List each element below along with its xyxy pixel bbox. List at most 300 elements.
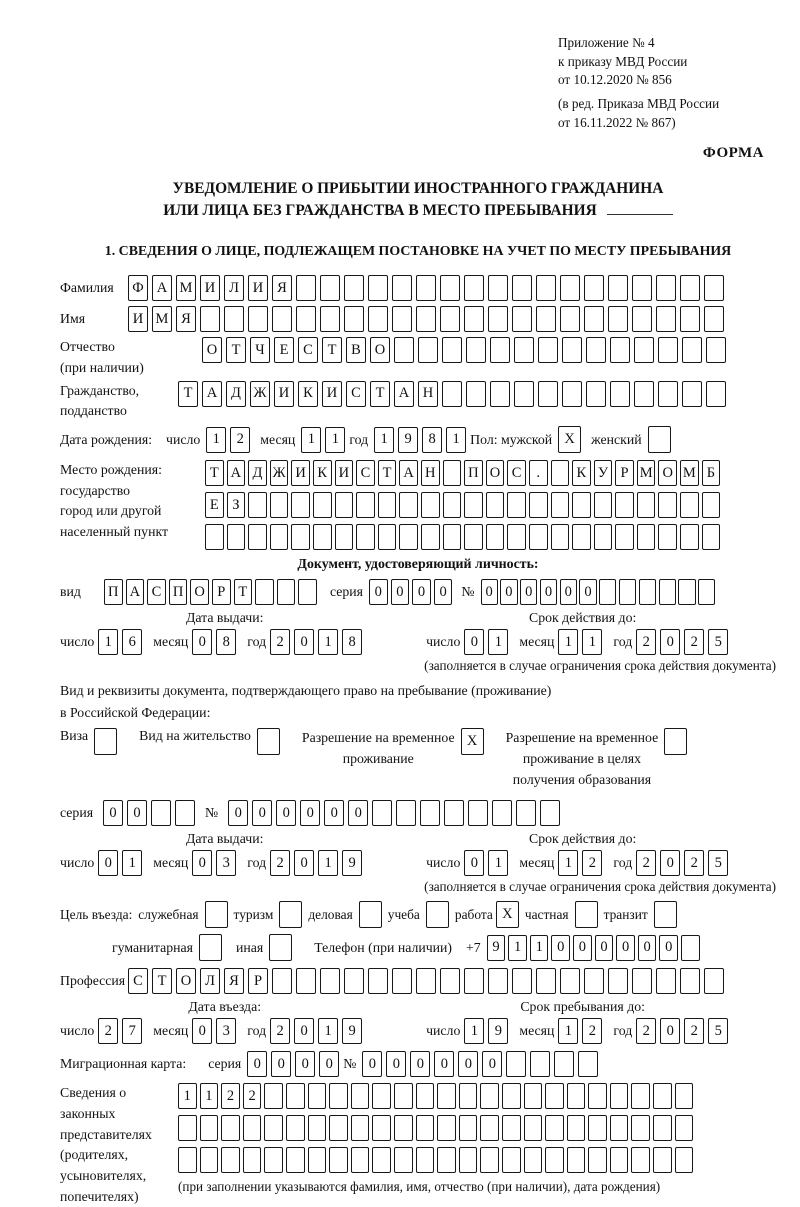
char-cell[interactable] xyxy=(368,968,388,994)
char-cell[interactable]: О xyxy=(658,460,677,486)
char-cell[interactable]: 2 xyxy=(221,1083,240,1109)
char-cell[interactable] xyxy=(440,968,460,994)
char-cell[interactable] xyxy=(420,800,440,826)
char-cell[interactable] xyxy=(296,968,316,994)
char-cell[interactable] xyxy=(480,1083,499,1109)
char-cell[interactable]: 1 xyxy=(206,427,226,453)
char-cell[interactable]: Ж xyxy=(250,381,270,407)
char-cell[interactable] xyxy=(536,968,556,994)
char-cell[interactable] xyxy=(567,1147,586,1173)
char-cell[interactable] xyxy=(394,337,414,363)
char-cell[interactable]: 0 xyxy=(659,935,678,961)
char-cell[interactable] xyxy=(610,1083,629,1109)
char-cell[interactable] xyxy=(680,306,700,332)
char-cell[interactable] xyxy=(248,492,267,518)
char-cell[interactable] xyxy=(608,968,628,994)
char-cell[interactable]: 2 xyxy=(270,629,290,655)
char-cell[interactable] xyxy=(437,1083,456,1109)
char-cell[interactable] xyxy=(270,492,289,518)
char-cell[interactable] xyxy=(658,337,678,363)
char-cell[interactable]: 1 xyxy=(374,427,394,453)
char-cell[interactable]: Д xyxy=(226,381,246,407)
char-cell[interactable]: А xyxy=(152,275,172,301)
purpose-study-checkbox[interactable] xyxy=(426,901,449,928)
char-cell[interactable] xyxy=(545,1083,564,1109)
char-cell[interactable]: 0 xyxy=(391,579,410,605)
char-cell[interactable] xyxy=(272,306,292,332)
char-cell[interactable] xyxy=(680,275,700,301)
char-cell[interactable]: С xyxy=(298,337,318,363)
char-cell[interactable]: П xyxy=(104,579,123,605)
char-cell[interactable] xyxy=(329,1115,348,1141)
char-cell[interactable] xyxy=(264,1115,283,1141)
char-cell[interactable] xyxy=(610,1115,629,1141)
char-cell[interactable] xyxy=(442,337,462,363)
char-cell[interactable]: 0 xyxy=(551,935,570,961)
char-cell[interactable]: П xyxy=(169,579,188,605)
char-cell[interactable]: 9 xyxy=(398,427,418,453)
char-cell[interactable]: 2 xyxy=(684,850,704,876)
char-cell[interactable] xyxy=(588,1083,607,1109)
char-cell[interactable] xyxy=(615,524,634,550)
char-cell[interactable]: Р xyxy=(212,579,231,605)
char-cell[interactable] xyxy=(562,381,582,407)
char-cell[interactable]: 0 xyxy=(295,1051,315,1077)
char-cell[interactable] xyxy=(524,1083,543,1109)
char-cell[interactable] xyxy=(372,1147,391,1173)
char-cell[interactable]: 2 xyxy=(684,629,704,655)
char-cell[interactable]: 0 xyxy=(481,579,498,605)
char-cell[interactable] xyxy=(296,306,316,332)
char-cell[interactable] xyxy=(308,1147,327,1173)
char-cell[interactable] xyxy=(586,381,606,407)
char-cell[interactable] xyxy=(562,337,582,363)
char-cell[interactable] xyxy=(631,1115,650,1141)
char-cell[interactable] xyxy=(658,492,677,518)
char-cell[interactable] xyxy=(442,381,462,407)
char-cell[interactable] xyxy=(421,492,440,518)
char-cell[interactable] xyxy=(502,1147,521,1173)
char-cell[interactable]: Я xyxy=(176,306,196,332)
char-cell[interactable]: 1 xyxy=(318,850,338,876)
char-cell[interactable] xyxy=(653,1115,672,1141)
char-cell[interactable]: 0 xyxy=(500,579,517,605)
char-cell[interactable] xyxy=(486,524,505,550)
char-cell[interactable] xyxy=(678,579,695,605)
char-cell[interactable]: 2 xyxy=(636,1018,656,1044)
char-cell[interactable] xyxy=(344,275,364,301)
char-cell[interactable]: И xyxy=(248,275,268,301)
char-cell[interactable] xyxy=(351,1147,370,1173)
char-cell[interactable] xyxy=(200,1115,219,1141)
char-cell[interactable] xyxy=(572,492,591,518)
char-cell[interactable] xyxy=(480,1147,499,1173)
char-cell[interactable] xyxy=(392,275,412,301)
char-cell[interactable] xyxy=(488,306,508,332)
char-cell[interactable]: Ж xyxy=(270,460,289,486)
char-cell[interactable]: З xyxy=(227,492,246,518)
char-cell[interactable]: 9 xyxy=(488,1018,508,1044)
char-cell[interactable] xyxy=(507,492,526,518)
char-cell[interactable]: 0 xyxy=(638,935,657,961)
char-cell[interactable] xyxy=(421,524,440,550)
char-cell[interactable]: 0 xyxy=(595,935,614,961)
char-cell[interactable]: 0 xyxy=(271,1051,291,1077)
char-cell[interactable]: И xyxy=(291,460,310,486)
char-cell[interactable] xyxy=(313,492,332,518)
char-cell[interactable] xyxy=(658,524,677,550)
char-cell[interactable] xyxy=(507,524,526,550)
char-cell[interactable]: 1 xyxy=(446,427,466,453)
char-cell[interactable] xyxy=(392,306,412,332)
char-cell[interactable] xyxy=(551,460,570,486)
char-cell[interactable]: . xyxy=(529,460,548,486)
char-cell[interactable]: 0 xyxy=(98,850,118,876)
char-cell[interactable] xyxy=(368,275,388,301)
char-cell[interactable] xyxy=(437,1147,456,1173)
char-cell[interactable] xyxy=(488,275,508,301)
char-cell[interactable]: 3 xyxy=(216,1018,236,1044)
char-cell[interactable]: 9 xyxy=(342,1018,362,1044)
char-cell[interactable] xyxy=(320,306,340,332)
purpose-official-checkbox[interactable] xyxy=(205,901,228,928)
char-cell[interactable]: 0 xyxy=(362,1051,382,1077)
char-cell[interactable] xyxy=(464,968,484,994)
char-cell[interactable]: 1 xyxy=(325,427,345,453)
char-cell[interactable] xyxy=(702,524,721,550)
char-cell[interactable]: Ч xyxy=(250,337,270,363)
char-cell[interactable] xyxy=(313,524,332,550)
char-cell[interactable]: 0 xyxy=(348,800,368,826)
char-cell[interactable] xyxy=(560,306,580,332)
char-cell[interactable] xyxy=(329,1147,348,1173)
char-cell[interactable] xyxy=(656,968,676,994)
char-cell[interactable]: Д xyxy=(248,460,267,486)
char-cell[interactable] xyxy=(175,800,195,826)
char-cell[interactable] xyxy=(706,381,726,407)
char-cell[interactable]: 1 xyxy=(98,629,118,655)
char-cell[interactable] xyxy=(459,1115,478,1141)
char-cell[interactable] xyxy=(680,492,699,518)
char-cell[interactable] xyxy=(272,968,292,994)
char-cell[interactable]: С xyxy=(147,579,166,605)
char-cell[interactable] xyxy=(529,524,548,550)
char-cell[interactable]: 0 xyxy=(369,579,388,605)
char-cell[interactable] xyxy=(631,1147,650,1173)
char-cell[interactable] xyxy=(329,1083,348,1109)
char-cell[interactable]: А xyxy=(126,579,145,605)
char-cell[interactable]: 0 xyxy=(103,800,123,826)
char-cell[interactable] xyxy=(536,275,556,301)
char-cell[interactable] xyxy=(368,306,388,332)
char-cell[interactable] xyxy=(459,1083,478,1109)
char-cell[interactable] xyxy=(502,1115,521,1141)
char-cell[interactable] xyxy=(335,524,354,550)
char-cell[interactable] xyxy=(270,524,289,550)
char-cell[interactable]: 0 xyxy=(464,629,484,655)
char-cell[interactable] xyxy=(514,337,534,363)
char-cell[interactable]: Л xyxy=(200,968,220,994)
char-cell[interactable] xyxy=(443,524,462,550)
char-cell[interactable] xyxy=(464,524,483,550)
char-cell[interactable] xyxy=(344,306,364,332)
char-cell[interactable] xyxy=(588,1115,607,1141)
char-cell[interactable]: 1 xyxy=(464,1018,484,1044)
char-cell[interactable]: П xyxy=(464,460,483,486)
char-cell[interactable] xyxy=(594,492,613,518)
char-cell[interactable]: К xyxy=(313,460,332,486)
char-cell[interactable]: 1 xyxy=(508,935,527,961)
char-cell[interactable]: 5 xyxy=(708,1018,728,1044)
char-cell[interactable]: К xyxy=(298,381,318,407)
char-cell[interactable]: 0 xyxy=(660,629,680,655)
char-cell[interactable]: 1 xyxy=(122,850,142,876)
purpose-private-checkbox[interactable] xyxy=(575,901,598,928)
char-cell[interactable] xyxy=(682,381,702,407)
char-cell[interactable] xyxy=(554,1051,574,1077)
char-cell[interactable] xyxy=(608,306,628,332)
char-cell[interactable]: 1 xyxy=(582,629,602,655)
rvp-education-checkbox[interactable] xyxy=(664,728,687,755)
char-cell[interactable] xyxy=(656,275,676,301)
char-cell[interactable]: И xyxy=(274,381,294,407)
char-cell[interactable] xyxy=(634,337,654,363)
char-cell[interactable] xyxy=(704,306,724,332)
char-cell[interactable] xyxy=(255,579,274,605)
char-cell[interactable]: 0 xyxy=(127,800,147,826)
char-cell[interactable] xyxy=(634,381,654,407)
purpose-transit-checkbox[interactable] xyxy=(654,901,677,928)
char-cell[interactable] xyxy=(372,1115,391,1141)
char-cell[interactable] xyxy=(567,1083,586,1109)
char-cell[interactable] xyxy=(560,275,580,301)
char-cell[interactable]: 0 xyxy=(192,629,212,655)
char-cell[interactable] xyxy=(610,1147,629,1173)
char-cell[interactable] xyxy=(659,579,676,605)
char-cell[interactable] xyxy=(464,275,484,301)
char-cell[interactable]: О xyxy=(176,968,196,994)
char-cell[interactable]: 0 xyxy=(458,1051,478,1077)
char-cell[interactable] xyxy=(681,935,700,961)
char-cell[interactable]: 0 xyxy=(294,1018,314,1044)
char-cell[interactable]: М xyxy=(152,306,172,332)
char-cell[interactable]: 1 xyxy=(178,1083,197,1109)
char-cell[interactable]: 0 xyxy=(294,850,314,876)
char-cell[interactable]: А xyxy=(394,381,414,407)
char-cell[interactable] xyxy=(704,968,724,994)
char-cell[interactable] xyxy=(653,1083,672,1109)
char-cell[interactable] xyxy=(584,275,604,301)
char-cell[interactable]: 9 xyxy=(487,935,506,961)
char-cell[interactable] xyxy=(588,1147,607,1173)
char-cell[interactable]: Т xyxy=(322,337,342,363)
char-cell[interactable]: Т xyxy=(378,460,397,486)
char-cell[interactable] xyxy=(632,275,652,301)
char-cell[interactable]: О xyxy=(370,337,390,363)
char-cell[interactable] xyxy=(416,1083,435,1109)
char-cell[interactable]: 0 xyxy=(192,1018,212,1044)
char-cell[interactable] xyxy=(698,579,715,605)
char-cell[interactable] xyxy=(637,524,656,550)
char-cell[interactable] xyxy=(437,1115,456,1141)
char-cell[interactable]: 1 xyxy=(301,427,321,453)
char-cell[interactable] xyxy=(490,381,510,407)
char-cell[interactable] xyxy=(221,1115,240,1141)
char-cell[interactable] xyxy=(344,968,364,994)
char-cell[interactable]: Л xyxy=(224,275,244,301)
char-cell[interactable] xyxy=(619,579,636,605)
char-cell[interactable] xyxy=(286,1083,305,1109)
char-cell[interactable] xyxy=(286,1147,305,1173)
char-cell[interactable] xyxy=(356,492,375,518)
char-cell[interactable]: У xyxy=(594,460,613,486)
char-cell[interactable] xyxy=(394,1147,413,1173)
char-cell[interactable]: 0 xyxy=(616,935,635,961)
char-cell[interactable] xyxy=(416,275,436,301)
char-cell[interactable]: 2 xyxy=(582,850,602,876)
char-cell[interactable] xyxy=(524,1147,543,1173)
char-cell[interactable]: 1 xyxy=(488,850,508,876)
char-cell[interactable] xyxy=(308,1115,327,1141)
char-cell[interactable] xyxy=(291,492,310,518)
char-cell[interactable]: 0 xyxy=(252,800,272,826)
char-cell[interactable]: 2 xyxy=(582,1018,602,1044)
char-cell[interactable]: Т xyxy=(226,337,246,363)
char-cell[interactable]: 2 xyxy=(243,1083,262,1109)
char-cell[interactable]: 9 xyxy=(342,850,362,876)
char-cell[interactable]: 0 xyxy=(520,579,537,605)
char-cell[interactable] xyxy=(706,337,726,363)
char-cell[interactable] xyxy=(416,1115,435,1141)
char-cell[interactable] xyxy=(586,337,606,363)
char-cell[interactable] xyxy=(680,524,699,550)
char-cell[interactable] xyxy=(416,968,436,994)
char-cell[interactable]: И xyxy=(128,306,148,332)
char-cell[interactable]: 0 xyxy=(464,850,484,876)
char-cell[interactable] xyxy=(492,800,512,826)
char-cell[interactable]: 0 xyxy=(228,800,248,826)
char-cell[interactable]: 2 xyxy=(684,1018,704,1044)
char-cell[interactable] xyxy=(296,275,316,301)
char-cell[interactable] xyxy=(200,1147,219,1173)
char-cell[interactable]: 1 xyxy=(200,1083,219,1109)
sex-male-checkbox[interactable]: X xyxy=(558,426,581,453)
char-cell[interactable]: Е xyxy=(274,337,294,363)
char-cell[interactable]: Н xyxy=(421,460,440,486)
char-cell[interactable]: Р xyxy=(248,968,268,994)
char-cell[interactable] xyxy=(488,968,508,994)
char-cell[interactable]: 0 xyxy=(247,1051,267,1077)
char-cell[interactable] xyxy=(567,1115,586,1141)
char-cell[interactable]: Т xyxy=(152,968,172,994)
rvp-checkbox[interactable]: X xyxy=(461,728,484,755)
char-cell[interactable] xyxy=(578,1051,598,1077)
char-cell[interactable]: 1 xyxy=(318,629,338,655)
char-cell[interactable] xyxy=(506,1051,526,1077)
char-cell[interactable] xyxy=(572,524,591,550)
purpose-tourism-checkbox[interactable] xyxy=(279,901,302,928)
char-cell[interactable]: М xyxy=(637,460,656,486)
char-cell[interactable] xyxy=(298,579,317,605)
char-cell[interactable]: О xyxy=(486,460,505,486)
char-cell[interactable] xyxy=(394,1115,413,1141)
char-cell[interactable]: Я xyxy=(272,275,292,301)
char-cell[interactable]: 8 xyxy=(216,629,236,655)
char-cell[interactable]: М xyxy=(176,275,196,301)
char-cell[interactable]: 2 xyxy=(270,1018,290,1044)
char-cell[interactable] xyxy=(610,381,630,407)
char-cell[interactable] xyxy=(356,524,375,550)
char-cell[interactable]: 0 xyxy=(192,850,212,876)
char-cell[interactable] xyxy=(464,492,483,518)
char-cell[interactable]: И xyxy=(335,460,354,486)
char-cell[interactable] xyxy=(351,1115,370,1141)
char-cell[interactable] xyxy=(599,579,616,605)
char-cell[interactable]: О xyxy=(190,579,209,605)
char-cell[interactable] xyxy=(675,1115,694,1141)
char-cell[interactable]: С xyxy=(346,381,366,407)
char-cell[interactable]: 1 xyxy=(488,629,508,655)
char-cell[interactable] xyxy=(468,800,488,826)
char-cell[interactable]: 0 xyxy=(434,1051,454,1077)
char-cell[interactable] xyxy=(704,275,724,301)
char-cell[interactable] xyxy=(291,524,310,550)
char-cell[interactable] xyxy=(227,524,246,550)
char-cell[interactable] xyxy=(443,460,462,486)
char-cell[interactable]: А xyxy=(227,460,246,486)
char-cell[interactable] xyxy=(464,306,484,332)
char-cell[interactable] xyxy=(378,492,397,518)
char-cell[interactable] xyxy=(205,524,224,550)
char-cell[interactable]: Т xyxy=(205,460,224,486)
char-cell[interactable]: Я xyxy=(224,968,244,994)
char-cell[interactable] xyxy=(440,275,460,301)
char-cell[interactable] xyxy=(540,800,560,826)
char-cell[interactable] xyxy=(399,524,418,550)
char-cell[interactable]: Ф xyxy=(128,275,148,301)
char-cell[interactable]: 6 xyxy=(122,629,142,655)
residence-permit-checkbox[interactable] xyxy=(257,728,280,755)
char-cell[interactable] xyxy=(416,1147,435,1173)
char-cell[interactable] xyxy=(536,306,556,332)
char-cell[interactable] xyxy=(639,579,656,605)
char-cell[interactable]: 5 xyxy=(708,850,728,876)
char-cell[interactable] xyxy=(538,337,558,363)
purpose-humanitarian-checkbox[interactable] xyxy=(199,934,222,961)
char-cell[interactable] xyxy=(466,381,486,407)
char-cell[interactable] xyxy=(632,968,652,994)
char-cell[interactable]: 0 xyxy=(434,579,453,605)
char-cell[interactable]: 1 xyxy=(318,1018,338,1044)
char-cell[interactable]: Р xyxy=(615,460,634,486)
char-cell[interactable] xyxy=(335,492,354,518)
char-cell[interactable]: 0 xyxy=(410,1051,430,1077)
char-cell[interactable] xyxy=(443,492,462,518)
char-cell[interactable]: 0 xyxy=(660,1018,680,1044)
char-cell[interactable] xyxy=(200,306,220,332)
char-cell[interactable]: Е xyxy=(205,492,224,518)
char-cell[interactable] xyxy=(459,1147,478,1173)
char-cell[interactable]: 1 xyxy=(558,850,578,876)
char-cell[interactable] xyxy=(440,306,460,332)
char-cell[interactable] xyxy=(264,1083,283,1109)
char-cell[interactable]: 0 xyxy=(560,579,577,605)
char-cell[interactable] xyxy=(560,968,580,994)
char-cell[interactable] xyxy=(545,1115,564,1141)
char-cell[interactable]: 2 xyxy=(636,850,656,876)
char-cell[interactable]: Б xyxy=(702,460,721,486)
char-cell[interactable]: 1 xyxy=(558,629,578,655)
